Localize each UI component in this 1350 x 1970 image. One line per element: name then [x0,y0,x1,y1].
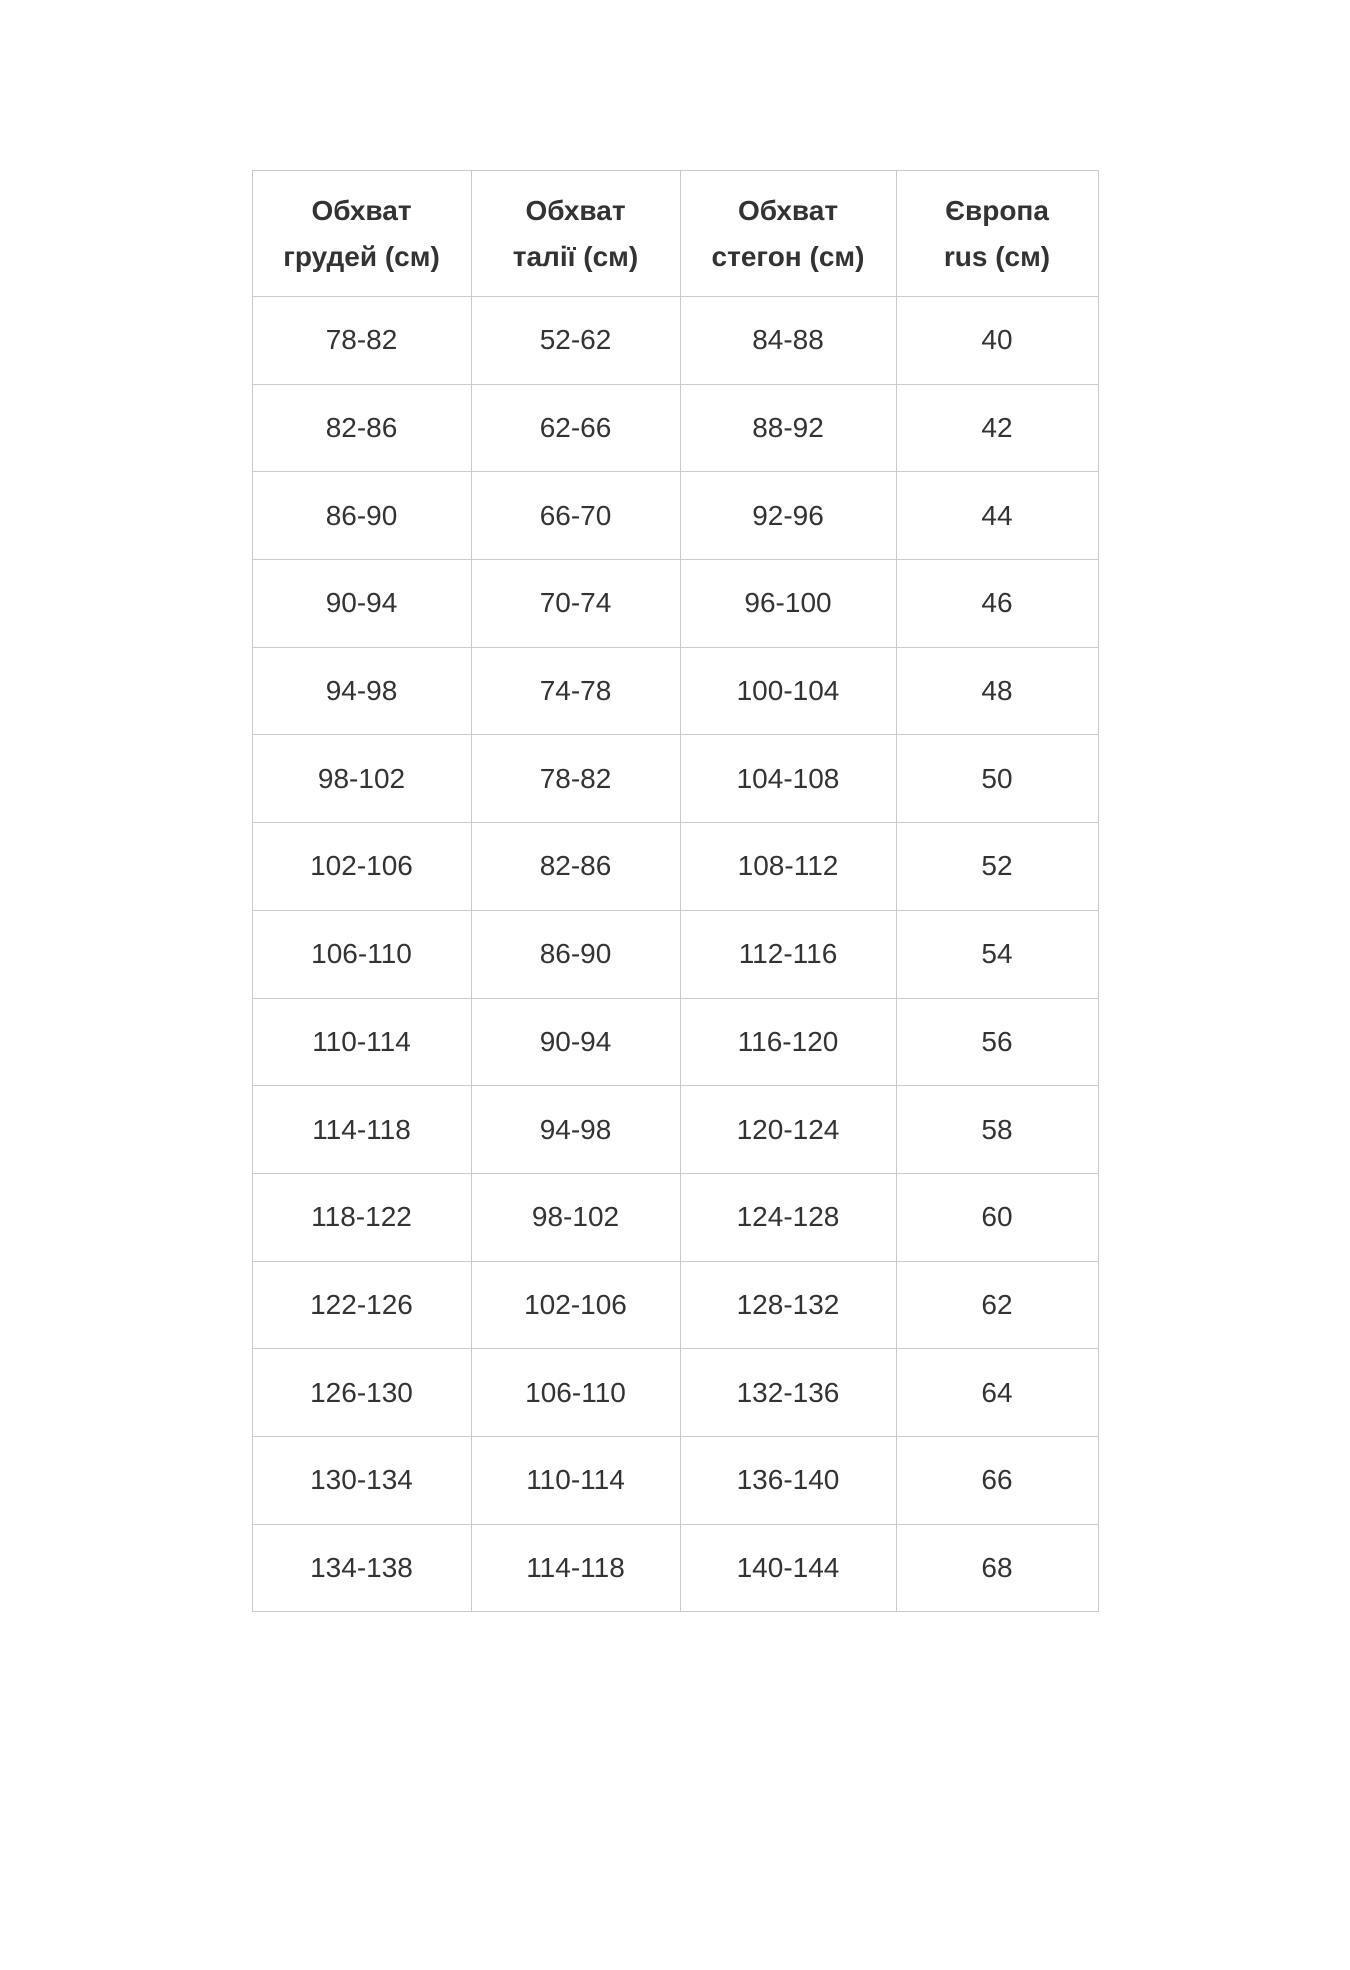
table-cell: 114-118 [252,1086,471,1174]
table-cell: 86-90 [252,472,471,560]
table-cell: 140-144 [680,1524,896,1612]
table-cell: 70-74 [471,560,680,648]
column-header-chest-line1: Обхват [311,194,412,226]
column-header-hips [680,171,896,297]
table-row [252,297,1098,385]
table-cell: 66 [896,1436,1098,1524]
size-chart-table [252,170,1099,1612]
table-cell: 128-132 [680,1261,896,1349]
table-cell: 52-62 [471,297,680,385]
column-header-waist [471,171,680,297]
table-cell: 118-122 [252,1173,471,1261]
table-cell: 98-102 [252,735,471,823]
table-cell: 90-94 [252,560,471,648]
table-row [252,560,1098,648]
table-cell: 114-118 [471,1524,680,1612]
table-cell: 62-66 [471,384,680,472]
table-cell: 106-110 [252,910,471,998]
table-cell: 104-108 [680,735,896,823]
table-cell: 44 [896,472,1098,560]
column-header-europe-size-line1: Європа [945,194,1049,226]
column-header-hips-line2: стегон (см) [711,240,865,272]
table-cell: 64 [896,1349,1098,1437]
table-row [252,1086,1098,1174]
table-cell: 134-138 [252,1524,471,1612]
table-cell: 92-96 [680,472,896,560]
table-cell: 116-120 [680,998,896,1086]
table-cell: 102-106 [471,1261,680,1349]
table-row [252,384,1098,472]
column-header-europe-size-line2: rus (см) [943,240,1051,272]
table-cell: 86-90 [471,910,680,998]
table-cell: 126-130 [252,1349,471,1437]
table-row [252,735,1098,823]
table-cell: 136-140 [680,1436,896,1524]
table-cell: 132-136 [680,1349,896,1437]
table-header [252,171,1098,297]
table-cell: 96-100 [680,560,896,648]
table-cell: 52 [896,823,1098,911]
table-cell: 94-98 [252,647,471,735]
table-row [252,823,1098,911]
table-cell: 120-124 [680,1086,896,1174]
table-cell: 110-114 [471,1436,680,1524]
table-cell: 130-134 [252,1436,471,1524]
table-cell: 90-94 [471,998,680,1086]
column-header-europe-size [896,171,1098,297]
table-cell: 68 [896,1524,1098,1612]
table-cell: 40 [896,297,1098,385]
table-cell: 82-86 [471,823,680,911]
table-row [252,1349,1098,1437]
table-cell: 78-82 [252,297,471,385]
table-cell: 112-116 [680,910,896,998]
table-cell: 98-102 [471,1173,680,1261]
table-row [252,647,1098,735]
table-cell: 60 [896,1173,1098,1261]
table-cell: 42 [896,384,1098,472]
table-cell: 62 [896,1261,1098,1349]
table-row [252,1436,1098,1524]
table-cell: 48 [896,647,1098,735]
table-cell: 100-104 [680,647,896,735]
table-cell: 122-126 [252,1261,471,1349]
column-header-chest-line2: грудей (см) [283,240,440,272]
table-row [252,1173,1098,1261]
table-cell: 110-114 [252,998,471,1086]
table-row [252,1261,1098,1349]
table-cell: 94-98 [471,1086,680,1174]
table-cell: 124-128 [680,1173,896,1261]
table-cell: 102-106 [252,823,471,911]
table-row [252,998,1098,1086]
column-header-chest [252,171,471,297]
table-row [252,910,1098,998]
column-header-waist-line1: Обхват [525,194,626,226]
table-row [252,1524,1098,1612]
table-cell: 50 [896,735,1098,823]
table-cell: 88-92 [680,384,896,472]
table-cell: 84-88 [680,297,896,385]
table-header-row [252,171,1098,297]
column-header-waist-line2: талії (см) [512,240,639,272]
table-cell: 108-112 [680,823,896,911]
table-cell: 74-78 [471,647,680,735]
table-cell: 58 [896,1086,1098,1174]
table-cell: 46 [896,560,1098,648]
table-body [252,297,1098,1612]
table-cell: 106-110 [471,1349,680,1437]
table-row [252,472,1098,560]
column-header-hips-line1: Обхват [737,194,839,226]
table-cell: 66-70 [471,472,680,560]
table-cell: 54 [896,910,1098,998]
table-cell: 56 [896,998,1098,1086]
table-cell: 78-82 [471,735,680,823]
table-cell: 82-86 [252,384,471,472]
